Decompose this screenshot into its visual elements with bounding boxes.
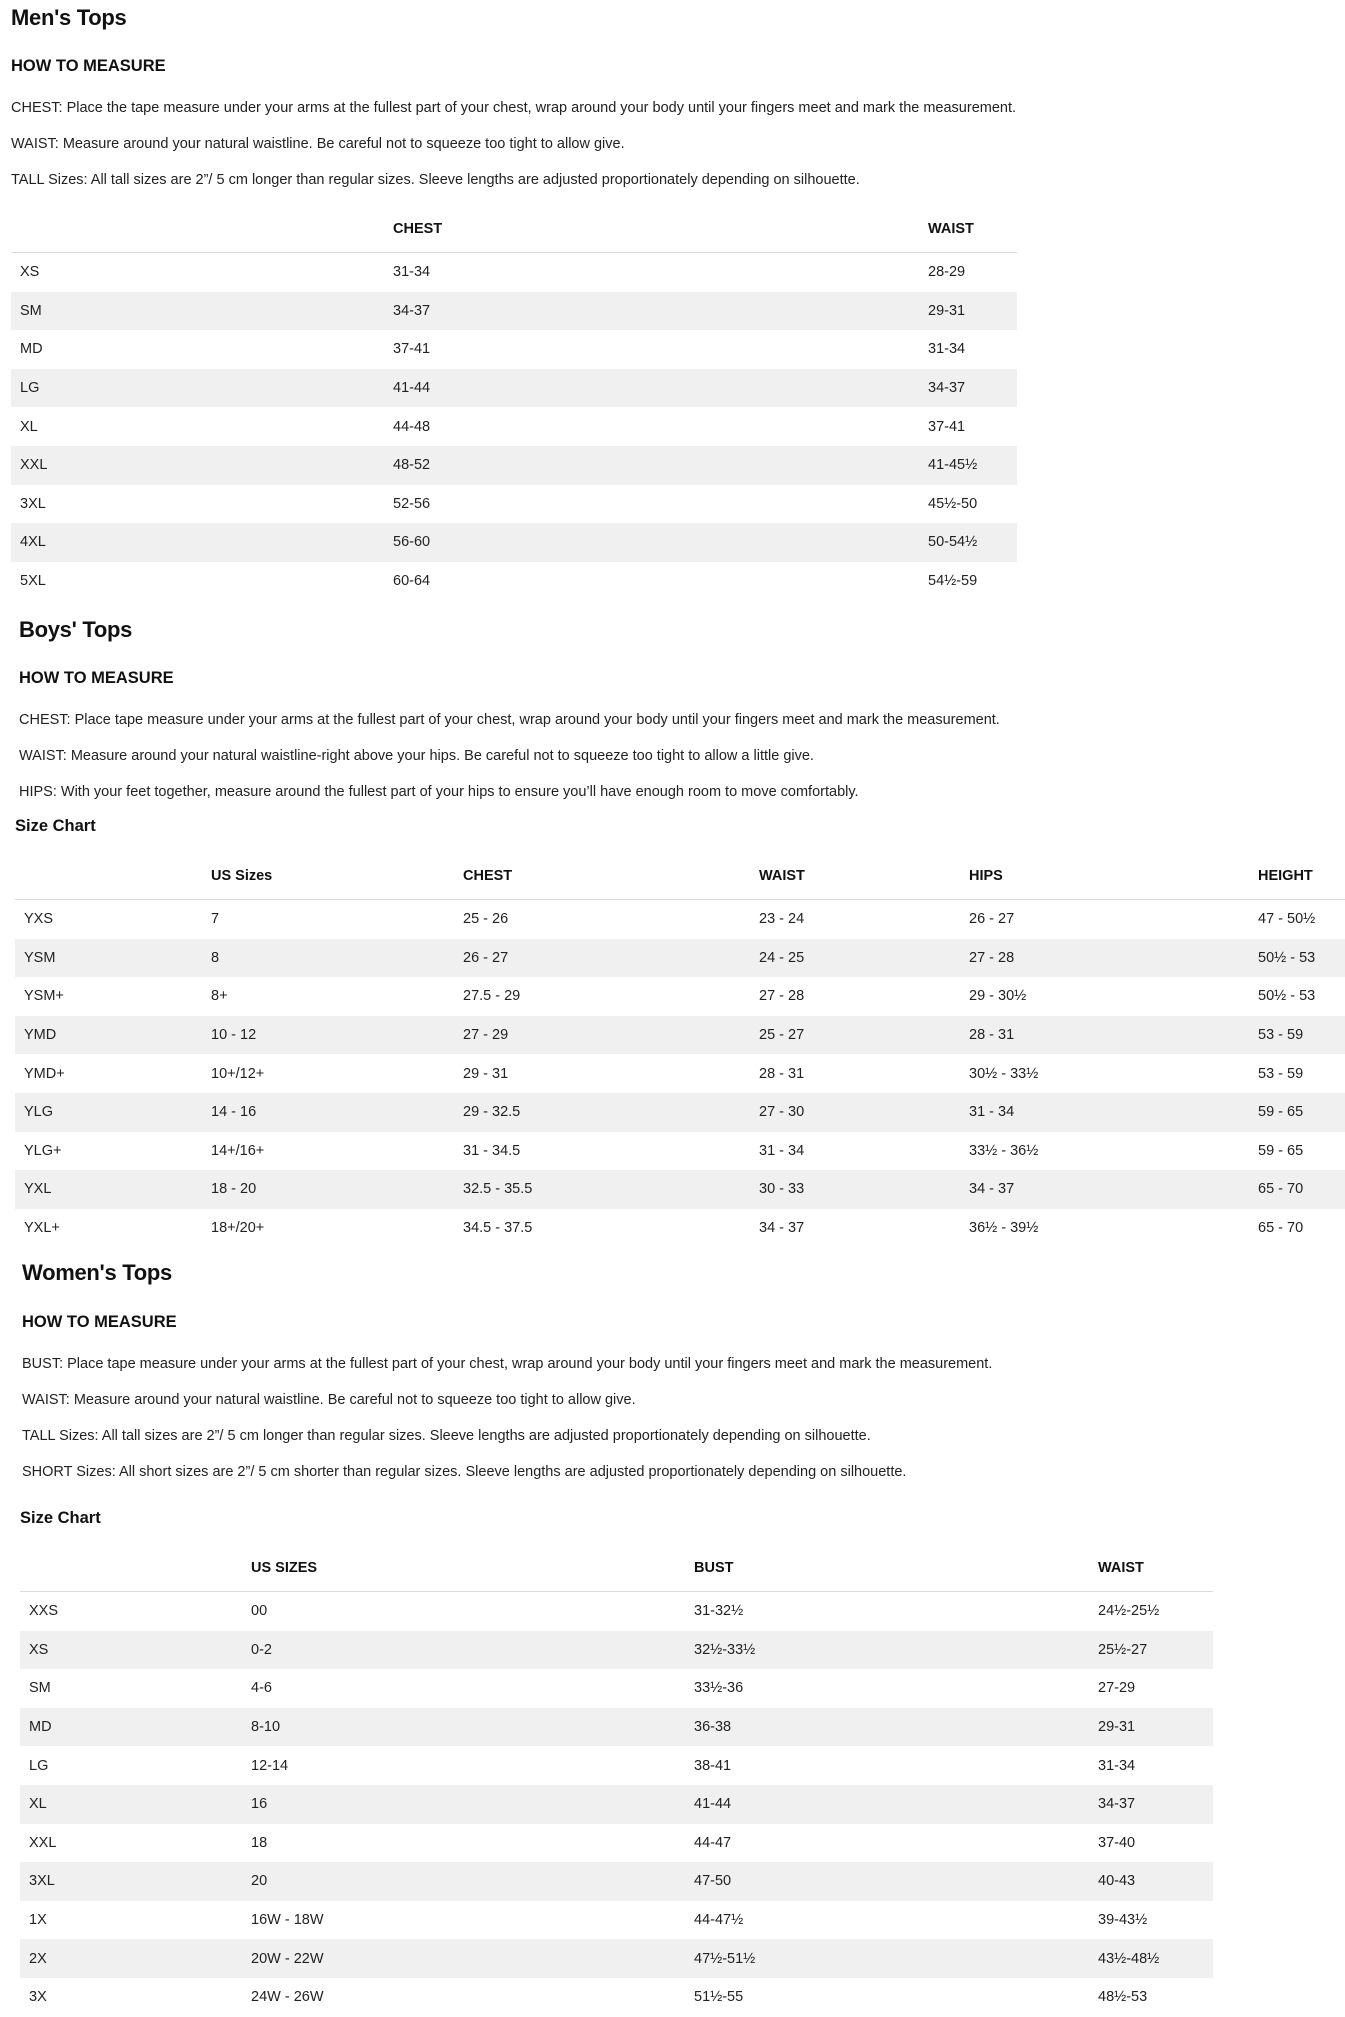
size-cell: YXL <box>15 1170 211 1209</box>
chest-cell: 32.5 - 35.5 <box>463 1170 759 1209</box>
us-size-cell: 00 <box>251 1603 268 1620</box>
chest-cell: 41-44 <box>393 369 928 408</box>
table-row <box>20 1862 1213 1901</box>
table-row <box>15 1132 1345 1171</box>
hips-cell: 26 - 27 <box>969 911 1015 928</box>
mens-header-waist: WAIST <box>928 206 1017 253</box>
waist-cell: 50-54½ <box>928 523 1017 562</box>
hips-cell: 33½ - 36½ <box>969 1142 1039 1159</box>
waist-cell: 37-40 <box>1098 1834 1136 1851</box>
boys-hips-instruction: HIPS: With your feet together, measure around the fullest part of your hips to ensure you’ll have enough room to move comfortably. <box>19 784 859 800</box>
waist-cell: 31-34 <box>928 341 966 358</box>
chest-cell: 52-56 <box>393 495 431 512</box>
waist-cell: 25 - 27 <box>759 1016 969 1055</box>
chest-cell: 27 - 29 <box>463 1016 759 1055</box>
waist-cell: 27 - 28 <box>759 988 805 1005</box>
size-cell: MD <box>20 341 43 358</box>
table-row <box>15 900 1345 939</box>
height-cell: 59 - 65 <box>1258 1093 1345 1132</box>
waist-cell: 39-43½ <box>1098 1912 1148 1929</box>
table-row <box>20 1939 1213 1978</box>
hips-cell: 31 - 34 <box>969 1093 1258 1132</box>
bust-cell: 44-47½ <box>694 1912 744 1929</box>
chest-cell: 25 - 26 <box>463 911 509 928</box>
us-size-cell: 24W - 26W <box>251 1989 324 2006</box>
table-header-row <box>11 206 1017 253</box>
us-size-cell: 10 - 12 <box>211 1016 463 1055</box>
table-header-row <box>20 1545 1213 1592</box>
waist-cell: 29-31 <box>928 292 1017 331</box>
table-row <box>20 1824 1213 1863</box>
waist-cell: 37-41 <box>928 418 966 435</box>
size-cell: SM <box>11 292 393 331</box>
boys-waist-instruction: WAIST: Measure around your natural waistline-right above your hips. Be careful not to squeeze too tight to allow a little give. <box>19 748 814 764</box>
bust-cell: 31-32½ <box>694 1603 744 1620</box>
womens-tall-instruction: TALL Sizes: All tall sizes are 2”/ 5 cm longer than regular sizes. Sleeve lengths are adjusted proportionately depending on silhouette. <box>22 1428 871 1444</box>
table-row <box>15 1054 1345 1093</box>
chest-cell: 34-37 <box>393 292 928 331</box>
height-cell: 59 - 65 <box>1258 1142 1304 1159</box>
table-row <box>15 1093 1345 1132</box>
size-cell: 3XL <box>20 1862 251 1901</box>
table-row <box>20 1669 1213 1708</box>
height-cell: 53 - 59 <box>1258 1016 1345 1055</box>
hips-cell: 30½ - 33½ <box>969 1065 1039 1082</box>
waist-cell: 31 - 34 <box>759 1142 805 1159</box>
size-cell: XS <box>20 1631 251 1670</box>
chest-cell: 37-41 <box>393 341 431 358</box>
boys-header-us-sizes: US Sizes <box>211 853 463 900</box>
size-cell: XL <box>20 418 38 435</box>
table-row <box>20 1785 1213 1824</box>
womens-size-chart-heading: Size Chart <box>20 1509 101 1527</box>
us-size-cell: 20W - 22W <box>251 1939 694 1978</box>
size-cell: LG <box>29 1757 49 1774</box>
waist-cell: 28 - 31 <box>759 1065 805 1082</box>
size-cell: XXL <box>11 446 393 485</box>
boys-header-height: HEIGHT <box>1258 853 1345 900</box>
size-cell: XL <box>20 1785 251 1824</box>
waist-cell: 28-29 <box>928 264 966 281</box>
table-header-row <box>15 853 1345 900</box>
us-size-cell: 16 <box>251 1785 694 1824</box>
table-row <box>20 1592 1213 1631</box>
chest-cell: 27.5 - 29 <box>463 988 521 1005</box>
waist-cell: 40-43 <box>1098 1862 1213 1901</box>
size-cell: YLG+ <box>24 1142 62 1159</box>
waist-cell: 34-37 <box>1098 1785 1213 1824</box>
us-size-cell: 16W - 18W <box>251 1912 324 1929</box>
us-size-cell: 18+/20+ <box>211 1220 265 1237</box>
table-row <box>11 253 1017 292</box>
waist-cell: 30 - 33 <box>759 1170 969 1209</box>
waist-cell: 25½-27 <box>1098 1631 1213 1670</box>
us-size-cell: 14 - 16 <box>211 1093 463 1132</box>
bust-cell: 51½-55 <box>694 1989 744 2006</box>
chest-cell: 48-52 <box>393 446 928 485</box>
waist-cell: 34 - 37 <box>759 1220 805 1237</box>
womens-waist-instruction: WAIST: Measure around your natural waistline. Be careful not to squeeze too tight to allow give. <box>22 1392 636 1408</box>
us-size-cell: 18 <box>251 1834 268 1851</box>
hips-cell: 36½ - 39½ <box>969 1220 1039 1237</box>
size-cell: 3X <box>29 1989 47 2006</box>
table-row <box>20 1631 1213 1670</box>
size-cell: XS <box>20 264 40 281</box>
mens-tall-instruction: TALL Sizes: All tall sizes are 2”/ 5 cm longer than regular sizes. Sleeve lengths are adjusted proportionately depending on silhouette. <box>11 172 860 188</box>
boys-header-size <box>15 853 211 900</box>
chest-cell: 29 - 31 <box>463 1065 509 1082</box>
womens-header-bust: BUST <box>694 1545 1098 1592</box>
mens-how-to-measure-heading: HOW TO MEASURE <box>11 57 166 75</box>
womens-header-waist: WAIST <box>1098 1545 1213 1592</box>
boys-size-table <box>15 853 1345 1247</box>
size-cell: YXS <box>24 911 54 928</box>
womens-how-to-measure-heading: HOW TO MEASURE <box>22 1313 177 1331</box>
bust-cell: 44-47 <box>694 1834 732 1851</box>
chest-cell: 31 - 34.5 <box>463 1142 521 1159</box>
table-row <box>15 977 1345 1016</box>
size-cell: 5XL <box>20 573 46 590</box>
waist-cell: 48½-53 <box>1098 1989 1148 2006</box>
table-row <box>11 523 1017 562</box>
size-cell: LG <box>11 369 393 408</box>
chest-cell: 60-64 <box>393 573 431 590</box>
mens-size-table <box>11 206 1017 600</box>
boys-header-chest: CHEST <box>463 853 759 900</box>
waist-cell: 24½-25½ <box>1098 1603 1160 1620</box>
size-cell: SM <box>29 1680 51 1697</box>
bust-cell: 38-41 <box>694 1757 732 1774</box>
height-cell: 47 - 50½ <box>1258 911 1316 928</box>
size-cell: MD <box>20 1708 251 1747</box>
table-row <box>11 330 1017 369</box>
bust-cell: 41-44 <box>694 1785 1098 1824</box>
table-row <box>11 292 1017 331</box>
size-cell: 3XL <box>20 495 46 512</box>
waist-cell: 24 - 25 <box>759 939 969 978</box>
size-cell: YLG <box>15 1093 211 1132</box>
boys-header-waist: WAIST <box>759 853 969 900</box>
waist-cell: 31-34 <box>1098 1757 1136 1774</box>
height-cell: 50½ - 53 <box>1258 939 1345 978</box>
hips-cell: 29 - 30½ <box>969 988 1027 1005</box>
size-cell: XXL <box>29 1834 57 1851</box>
mens-header-size <box>11 206 393 253</box>
womens-header-size <box>20 1545 251 1592</box>
table-row <box>15 1016 1345 1055</box>
table-row <box>20 1978 1213 2017</box>
us-size-cell: 4-6 <box>251 1680 272 1697</box>
us-size-cell: 12-14 <box>251 1757 289 1774</box>
boys-how-to-measure-heading: HOW TO MEASURE <box>19 669 174 687</box>
table-row <box>11 369 1017 408</box>
us-size-cell: 20 <box>251 1862 694 1901</box>
waist-cell: 34-37 <box>928 369 1017 408</box>
waist-cell: 54½-59 <box>928 573 978 590</box>
height-cell: 65 - 70 <box>1258 1220 1304 1237</box>
size-cell: YXL+ <box>24 1220 60 1237</box>
height-cell: 65 - 70 <box>1258 1170 1345 1209</box>
table-row <box>11 485 1017 524</box>
chest-cell: 31-34 <box>393 264 431 281</box>
chest-cell: 44-48 <box>393 418 431 435</box>
waist-cell: 29-31 <box>1098 1708 1213 1747</box>
us-size-cell: 18 - 20 <box>211 1170 463 1209</box>
chest-cell: 26 - 27 <box>463 939 759 978</box>
us-size-cell: 0-2 <box>251 1631 694 1670</box>
waist-cell: 27 - 30 <box>759 1093 969 1132</box>
womens-tops-title: Women's Tops <box>22 1260 172 1285</box>
us-size-cell: 8+ <box>211 988 228 1005</box>
boys-header-hips: HIPS <box>969 853 1258 900</box>
table-row <box>11 407 1017 446</box>
us-size-cell: 7 <box>211 911 220 928</box>
waist-cell: 41-45½ <box>928 446 1017 485</box>
bust-cell: 47½-51½ <box>694 1939 1098 1978</box>
table-row <box>11 562 1017 601</box>
table-row <box>20 1746 1213 1785</box>
bust-cell: 32½-33½ <box>694 1631 1098 1670</box>
bust-cell: 33½-36 <box>694 1680 744 1697</box>
table-row <box>15 1209 1345 1248</box>
size-cell: YSM <box>15 939 211 978</box>
hips-cell: 27 - 28 <box>969 939 1258 978</box>
size-cell: 2X <box>20 1939 251 1978</box>
height-cell: 53 - 59 <box>1258 1065 1304 1082</box>
height-cell: 50½ - 53 <box>1258 988 1316 1005</box>
chest-cell: 34.5 - 37.5 <box>463 1220 533 1237</box>
boys-tops-title: Boys' Tops <box>19 617 133 642</box>
table-row <box>11 446 1017 485</box>
size-cell: 1X <box>29 1912 47 1929</box>
table-row <box>20 1708 1213 1747</box>
bust-cell: 47-50 <box>694 1862 1098 1901</box>
womens-header-us-sizes: US SIZES <box>251 1545 694 1592</box>
waist-cell: 27-29 <box>1098 1680 1136 1697</box>
hips-cell: 28 - 31 <box>969 1016 1258 1055</box>
us-size-cell: 8 <box>211 939 463 978</box>
us-size-cell: 14+/16+ <box>211 1142 265 1159</box>
hips-cell: 34 - 37 <box>969 1170 1258 1209</box>
mens-header-chest: CHEST <box>393 206 928 253</box>
waist-cell: 23 - 24 <box>759 911 805 928</box>
table-row <box>15 939 1345 978</box>
mens-chest-instruction: CHEST: Place the tape measure under your arms at the fullest part of your chest, wrap around your body until your fingers meet and mark the measurement. <box>11 100 1017 116</box>
womens-size-table <box>20 1545 1213 2017</box>
table-row <box>15 1170 1345 1209</box>
boys-size-chart-heading: Size Chart <box>15 817 96 835</box>
size-cell: 4XL <box>11 523 393 562</box>
us-size-cell: 8-10 <box>251 1708 694 1747</box>
size-cell: YMD+ <box>24 1065 65 1082</box>
table-row <box>20 1901 1213 1940</box>
size-cell: XXS <box>29 1603 59 1620</box>
womens-bust-instruction: BUST: Place tape measure under your arms at the fullest part of your chest, wrap around your body until your fingers meet and mark the measurement. <box>22 1356 993 1372</box>
bust-cell: 36-38 <box>694 1708 1098 1747</box>
waist-cell: 43½-48½ <box>1098 1939 1213 1978</box>
size-cell: YSM+ <box>24 988 64 1005</box>
us-size-cell: 10+/12+ <box>211 1065 265 1082</box>
chest-cell: 29 - 32.5 <box>463 1093 759 1132</box>
chest-cell: 56-60 <box>393 523 928 562</box>
womens-short-instruction: SHORT Sizes: All short sizes are 2”/ 5 cm shorter than regular sizes. Sleeve lengths are adjusted proportionately depending on silhouette. <box>22 1464 907 1480</box>
waist-cell: 45½-50 <box>928 495 978 512</box>
boys-chest-instruction: CHEST: Place tape measure under your arms at the fullest part of your chest, wrap around your body until your fingers meet and mark the measurement. <box>19 712 1000 728</box>
mens-tops-title: Men's Tops <box>11 5 127 30</box>
size-cell: YMD <box>15 1016 211 1055</box>
mens-waist-instruction: WAIST: Measure around your natural waistline. Be careful not to squeeze too tight to allow give. <box>11 136 625 152</box>
